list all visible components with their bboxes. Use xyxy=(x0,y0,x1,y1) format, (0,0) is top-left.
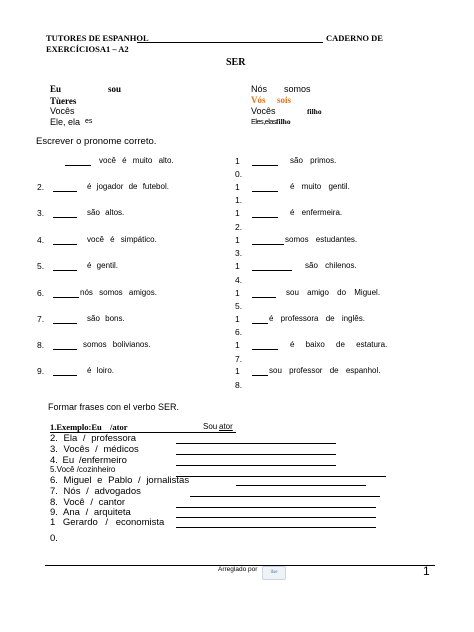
blank-line[interactable] xyxy=(252,244,284,245)
exercise-text: é gentil. xyxy=(87,261,119,270)
exercise-text: são primos. xyxy=(290,156,337,165)
exercise-number: 5. xyxy=(37,261,45,271)
section1-instruction: Escrever o pronome correto. xyxy=(36,136,157,147)
blank-line[interactable] xyxy=(252,270,292,271)
exercise-text: é jogador de futebol. xyxy=(87,182,169,191)
exercise-number-suffix: 3. xyxy=(235,248,243,258)
example-label: 1.Exemplo:Eu xyxy=(50,422,102,432)
exercise-text: é muito gentil. xyxy=(290,182,350,191)
answer-line[interactable] xyxy=(176,476,386,477)
exercise-number: 6. xyxy=(37,288,45,298)
header-left: TUTORES DE ESPANHOL xyxy=(46,33,149,43)
pronoun-tu: Tùeres xyxy=(50,96,77,106)
verb-filho-1: filho xyxy=(307,107,322,116)
blank-line[interactable] xyxy=(252,165,278,166)
exercise-text: é enfermeira. xyxy=(290,208,343,217)
exercise-number: 4. xyxy=(37,235,45,245)
answer-line[interactable] xyxy=(236,485,366,486)
phrase-item: 6. Miguel e Pablo / jornalistas xyxy=(50,475,190,486)
exercise-number-suffix: 7. xyxy=(235,354,243,364)
blank-line[interactable] xyxy=(252,297,276,298)
answer-line[interactable] xyxy=(176,527,376,528)
exercise-text: somos bolivianos. xyxy=(83,340,151,349)
section2-instruction: Formar frases con el verbo SER. xyxy=(48,402,180,412)
footer-arranged-by: Arreglado por xyxy=(218,566,258,573)
exercise-number: 1 xyxy=(235,235,240,245)
exercise-text: são altos. xyxy=(87,208,125,217)
exercise-number-suffix: 2. xyxy=(235,222,243,232)
exercise-number: 1 xyxy=(235,314,240,324)
answer-line[interactable] xyxy=(176,443,336,444)
phrase-item: 5.Você /cozinheiro xyxy=(50,465,116,474)
verb-somos: somos xyxy=(284,84,311,94)
blank-line[interactable] xyxy=(53,217,77,218)
pronoun-nos: Nós xyxy=(251,84,268,94)
header-right: CADERNO DE xyxy=(326,33,383,43)
pronoun-vos: Vós xyxy=(251,95,266,105)
verb-filho-2: filho xyxy=(276,117,291,126)
exercise-number-suffix: 5. xyxy=(235,301,243,311)
exercise-text: é professora de inglês. xyxy=(269,314,365,323)
exercise-number-suffix: 6. xyxy=(235,327,243,337)
verb-sou: sou xyxy=(108,84,122,94)
example-answer-word: ator xyxy=(219,422,233,431)
exercise-number-suffix: 8. xyxy=(235,380,243,390)
exercise-number: 1 xyxy=(235,340,240,350)
exercise-number: 1 xyxy=(235,288,240,298)
exercise-number: 1 xyxy=(235,156,240,166)
phrase-item: 0. xyxy=(50,533,58,544)
verb-es: es xyxy=(85,118,93,125)
blank-line[interactable] xyxy=(53,244,77,245)
answer-line[interactable] xyxy=(190,496,380,497)
answer-line[interactable] xyxy=(176,507,376,508)
header-subtitle: EXERCÍCIOSA1 – A2 xyxy=(46,44,129,54)
pronoun-voces-right: Vocês xyxy=(251,106,276,116)
phrase-item: 8. Você / cantor xyxy=(50,497,126,508)
blank-line[interactable] xyxy=(252,217,278,218)
blank-line[interactable] xyxy=(252,323,268,324)
exercise-number: 7. xyxy=(37,314,45,324)
answer-line[interactable] xyxy=(176,454,336,455)
phrase-item: 9. Ana / arquiteta xyxy=(50,507,131,518)
example-word: /ator xyxy=(110,422,128,432)
blank-line[interactable] xyxy=(252,375,268,376)
exercise-text: sou professor de espanhol. xyxy=(269,366,381,375)
page-number: 1 xyxy=(423,564,430,578)
blank-line[interactable] xyxy=(252,191,278,192)
blank-line[interactable] xyxy=(53,349,77,350)
phrase-item: 2. Ela / professora xyxy=(50,433,137,444)
exercise-number: 1 xyxy=(235,261,240,271)
exercise-number: 2. xyxy=(37,182,45,192)
page-title: SER xyxy=(226,57,246,68)
blank-line[interactable] xyxy=(53,297,79,298)
blank-line[interactable] xyxy=(53,323,77,324)
exercise-number-suffix: 1. xyxy=(235,195,243,205)
blank-line[interactable] xyxy=(53,375,77,376)
pronoun-eu: Eu xyxy=(50,84,62,94)
ilse-logo-icon: ilse xyxy=(262,566,286,580)
exercise-text: são bons. xyxy=(87,314,125,323)
pronoun-eles-elas: Eles,elas xyxy=(251,117,277,126)
exercise-text: você é muito alto. xyxy=(99,156,174,165)
answer-line[interactable] xyxy=(176,465,336,466)
exercise-number: 3. xyxy=(37,208,45,218)
exercise-number: 1 xyxy=(235,366,240,376)
blank-line[interactable] xyxy=(252,349,278,350)
blank-line[interactable] xyxy=(53,270,77,271)
exercise-text: somos estudantes. xyxy=(285,235,358,244)
example-answer-prefix: Sou xyxy=(203,422,218,431)
exercise-text: é loiro. xyxy=(87,366,115,375)
blank-line[interactable] xyxy=(65,165,91,166)
exercise-text: sou amigo do Miguel. xyxy=(286,288,381,297)
answer-line[interactable] xyxy=(176,517,376,518)
phrase-item: 4. Eu /enfermeiro xyxy=(50,455,127,466)
exercise-number: 1 xyxy=(235,208,240,218)
phrase-item: 3. Vocês / médicos xyxy=(50,444,139,455)
verb-sois: sois xyxy=(277,95,292,105)
blank-line[interactable] xyxy=(53,191,77,192)
header-underline xyxy=(137,42,323,43)
exercise-number-suffix: 0. xyxy=(235,169,243,179)
exercise-number: 9. xyxy=(37,366,45,376)
exercise-text: é baixo de estatura. xyxy=(290,340,388,349)
exercise-text: são chilenos. xyxy=(305,261,357,270)
exercise-text: nós somos amigos. xyxy=(80,288,157,297)
phrase-item: 7. Nós / advogados xyxy=(50,486,141,497)
exercise-number: 1 xyxy=(235,182,240,192)
pronoun-ele-ela: Ele, ela xyxy=(50,117,81,127)
exercise-number: 8. xyxy=(37,340,45,350)
exercise-text: você é simpático. xyxy=(87,235,157,244)
exercise-number-suffix: 4. xyxy=(235,275,243,285)
phrase-item: 1 Gerardo / economista xyxy=(50,517,165,528)
pronoun-voces: Vocês xyxy=(50,106,75,116)
